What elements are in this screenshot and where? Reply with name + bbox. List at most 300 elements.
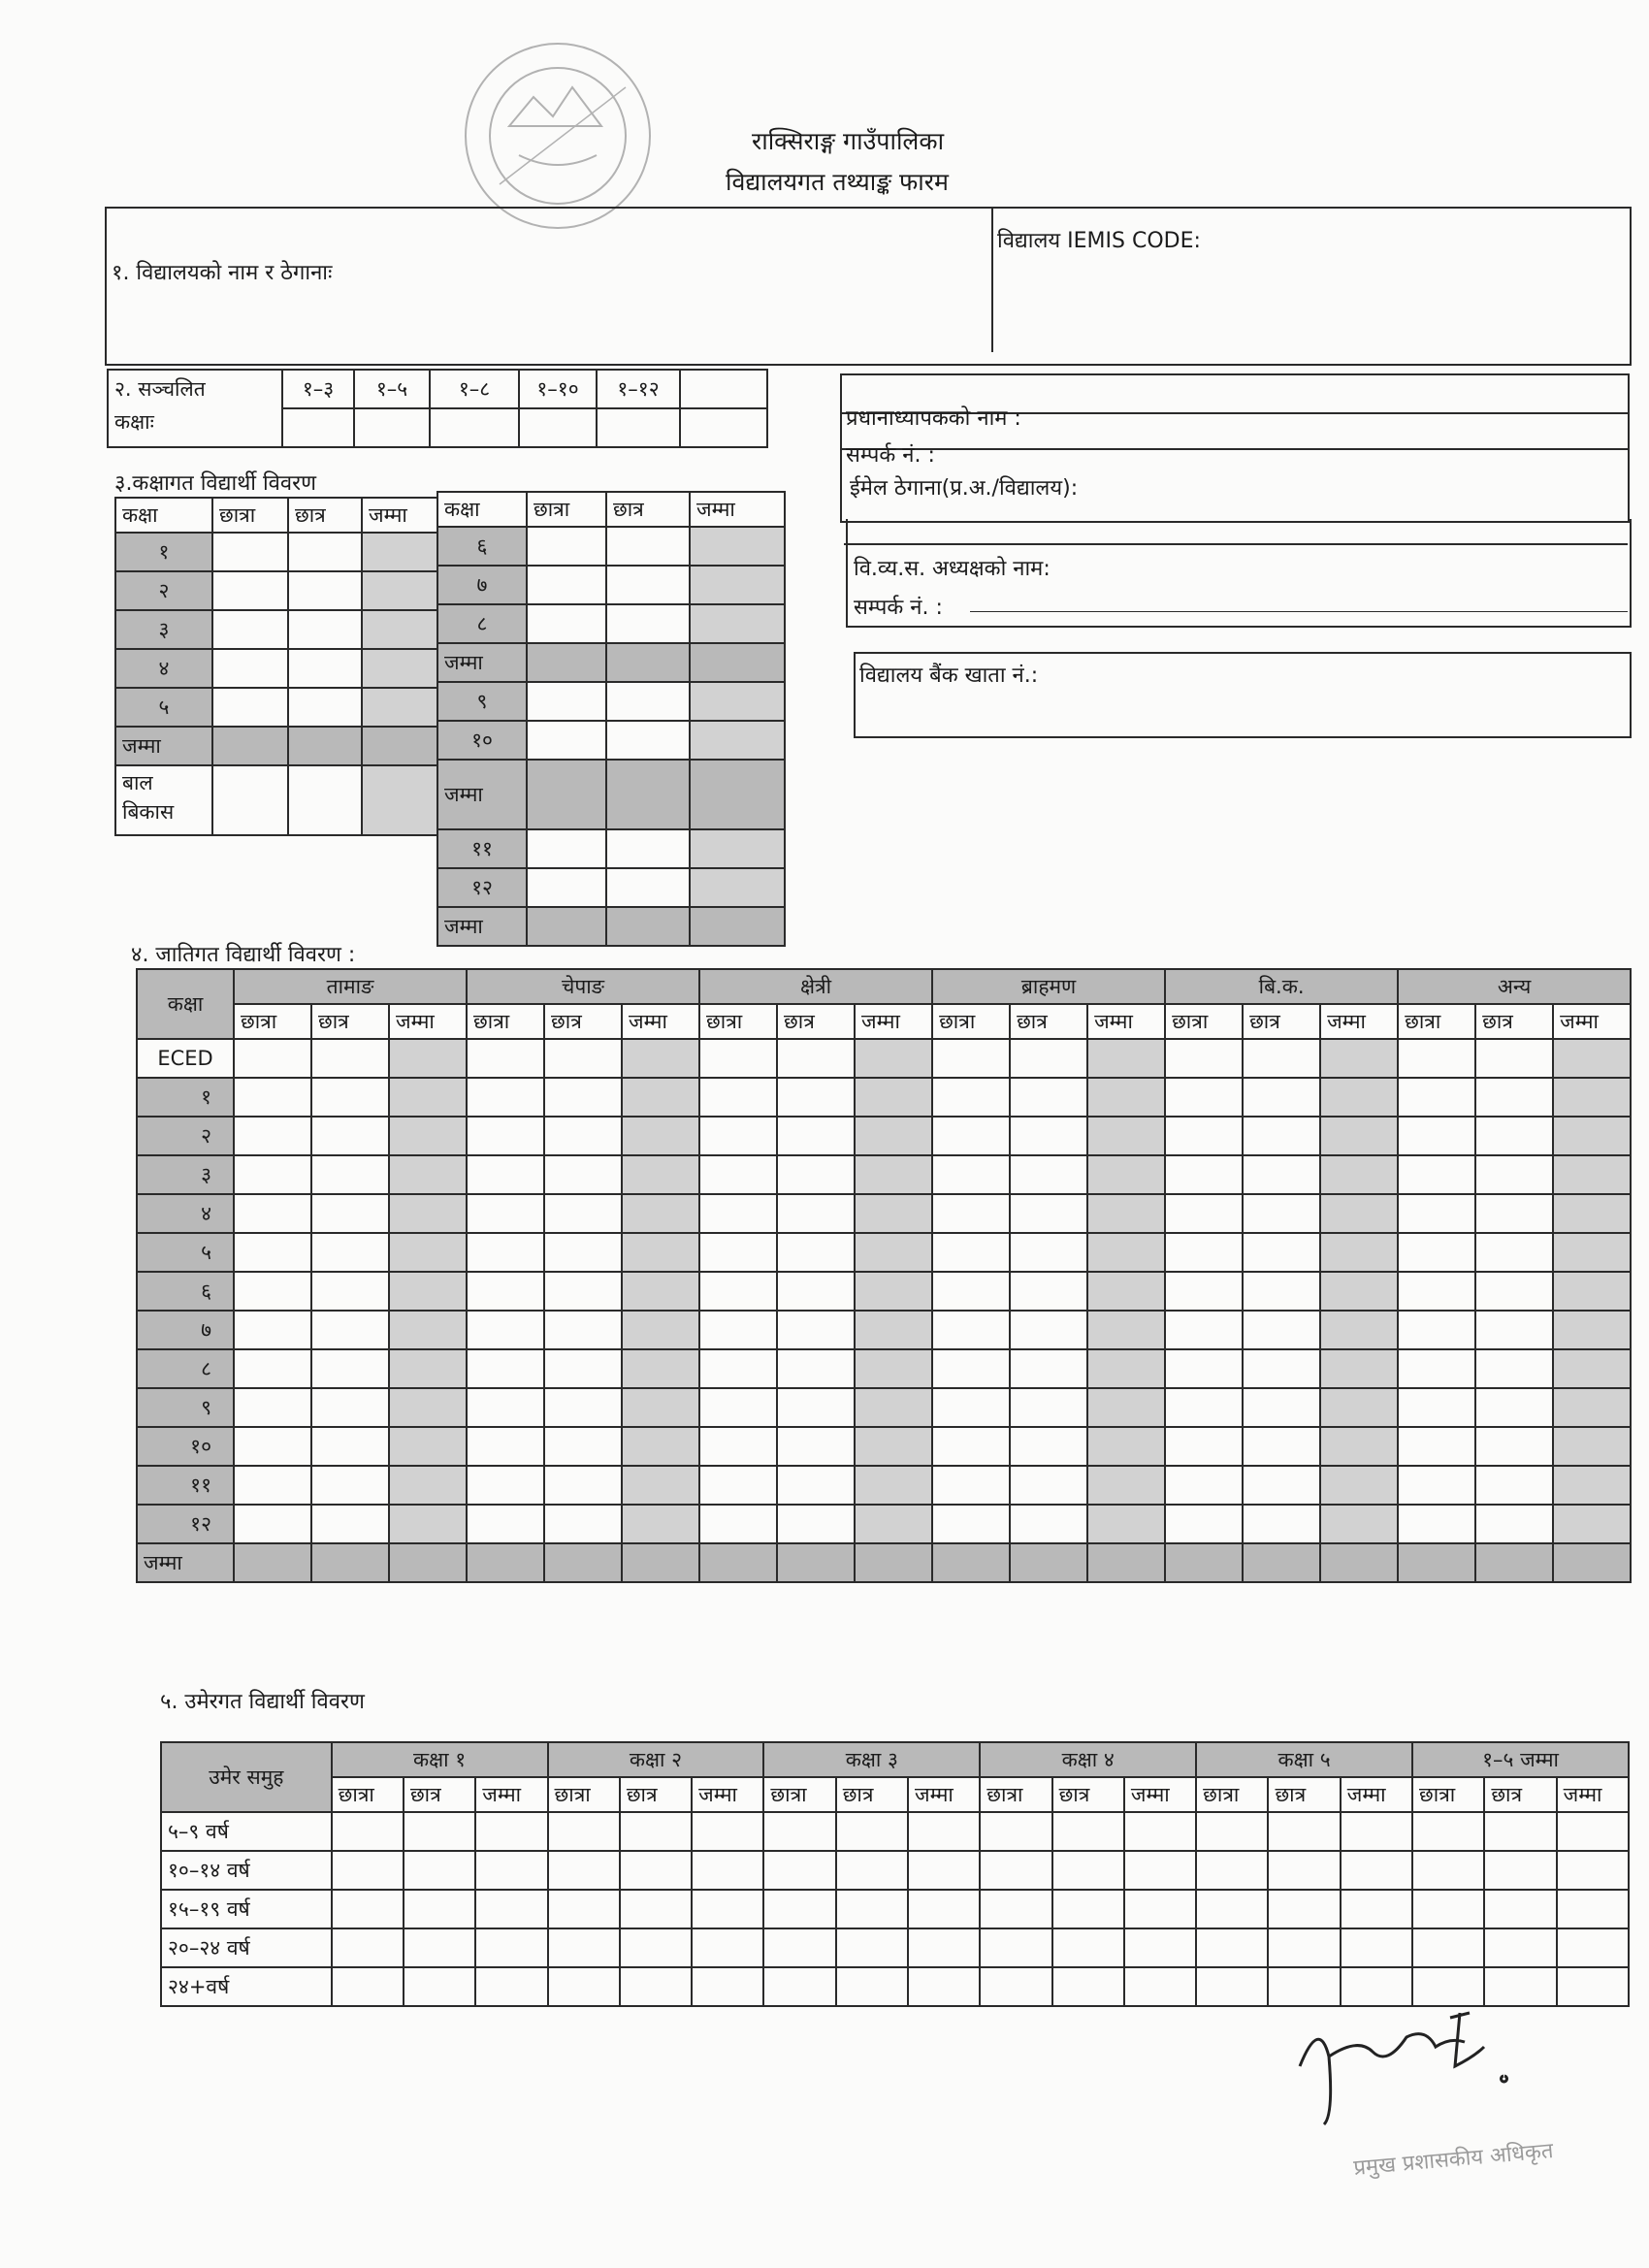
s4-cell[interactable]	[1553, 1117, 1631, 1155]
s4-cell[interactable]	[622, 1194, 699, 1233]
s4-cell[interactable]	[1475, 1388, 1553, 1427]
grade-check-1[interactable]	[282, 408, 354, 447]
s4-cell[interactable]	[1320, 1117, 1398, 1155]
s3-cell[interactable]	[527, 907, 606, 946]
s5-cell[interactable]	[404, 1967, 475, 2006]
s5-cell[interactable]	[692, 1890, 763, 1928]
s3-cell[interactable]	[212, 765, 288, 835]
s4-cell[interactable]	[467, 1039, 544, 1078]
s4-cell[interactable]	[1398, 1117, 1475, 1155]
s4-cell[interactable]	[855, 1078, 932, 1117]
s4-cell[interactable]	[1087, 1349, 1165, 1388]
s4-cell[interactable]	[1553, 1466, 1631, 1505]
s4-cell[interactable]	[699, 1427, 777, 1466]
s4-cell[interactable]	[777, 1233, 855, 1272]
s3-cell[interactable]	[288, 571, 362, 610]
s5-cell[interactable]	[1484, 1812, 1556, 1851]
s3-cell[interactable]	[527, 527, 606, 566]
s4-cell[interactable]	[1243, 1427, 1320, 1466]
s3-cell[interactable]	[690, 604, 785, 643]
s5-cell[interactable]	[475, 1928, 547, 1967]
s4-cell[interactable]	[1010, 1427, 1087, 1466]
s3-cell[interactable]	[606, 721, 690, 760]
s4-cell[interactable]	[234, 1117, 311, 1155]
s5-cell[interactable]	[475, 1812, 547, 1851]
s4-cell[interactable]	[1475, 1078, 1553, 1117]
s4-cell[interactable]	[1087, 1233, 1165, 1272]
s4-cell[interactable]	[1243, 1349, 1320, 1388]
s4-total-cell[interactable]	[622, 1543, 699, 1582]
s4-cell[interactable]	[1320, 1349, 1398, 1388]
s4-cell[interactable]	[234, 1466, 311, 1505]
s4-cell[interactable]	[1087, 1194, 1165, 1233]
s4-total-cell[interactable]	[389, 1543, 467, 1582]
s5-cell[interactable]	[1196, 1967, 1268, 2006]
s4-cell[interactable]	[1243, 1155, 1320, 1194]
s4-cell[interactable]	[1553, 1078, 1631, 1117]
s4-cell[interactable]	[311, 1155, 389, 1194]
s4-cell[interactable]	[311, 1349, 389, 1388]
s3-cell[interactable]	[690, 907, 785, 946]
s4-cell[interactable]	[932, 1427, 1010, 1466]
s3-cell[interactable]	[527, 868, 606, 907]
s5-cell[interactable]	[980, 1812, 1051, 1851]
grade-check-3[interactable]	[430, 408, 519, 447]
s5-cell[interactable]	[1557, 1812, 1629, 1851]
s4-cell[interactable]	[1320, 1427, 1398, 1466]
s4-cell[interactable]	[855, 1039, 932, 1078]
s5-cell[interactable]	[620, 1928, 692, 1967]
s4-cell[interactable]	[467, 1272, 544, 1311]
s4-cell[interactable]	[622, 1039, 699, 1078]
s5-cell[interactable]	[1124, 1812, 1196, 1851]
s3-cell[interactable]	[288, 727, 362, 765]
grade-check-2[interactable]	[354, 408, 430, 447]
s4-cell[interactable]	[1320, 1155, 1398, 1194]
s4-total-cell[interactable]	[467, 1543, 544, 1582]
s5-cell[interactable]	[980, 1851, 1051, 1890]
s4-cell[interactable]	[1165, 1388, 1243, 1427]
s4-cell[interactable]	[932, 1311, 1010, 1349]
s4-cell[interactable]	[1398, 1272, 1475, 1311]
s3-cell[interactable]	[606, 643, 690, 682]
s4-cell[interactable]	[1243, 1117, 1320, 1155]
s3-cell[interactable]	[606, 604, 690, 643]
s4-cell[interactable]	[1243, 1505, 1320, 1543]
s4-cell[interactable]	[932, 1155, 1010, 1194]
s4-cell[interactable]	[1243, 1272, 1320, 1311]
s4-cell[interactable]	[311, 1505, 389, 1543]
s3-cell[interactable]	[362, 610, 437, 649]
s5-cell[interactable]	[332, 1928, 404, 1967]
s4-cell[interactable]	[932, 1233, 1010, 1272]
s4-cell[interactable]	[1165, 1194, 1243, 1233]
s4-cell[interactable]	[1087, 1427, 1165, 1466]
s5-cell[interactable]	[1268, 1812, 1340, 1851]
s5-cell[interactable]	[1412, 1851, 1484, 1890]
s4-cell[interactable]	[622, 1311, 699, 1349]
s3-cell[interactable]	[606, 682, 690, 721]
s3-cell[interactable]	[606, 868, 690, 907]
s4-cell[interactable]	[699, 1155, 777, 1194]
s5-cell[interactable]	[548, 1812, 620, 1851]
s5-cell[interactable]	[1052, 1967, 1124, 2006]
s5-cell[interactable]	[1196, 1812, 1268, 1851]
s5-cell[interactable]	[404, 1890, 475, 1928]
s4-cell[interactable]	[1165, 1117, 1243, 1155]
s5-cell[interactable]	[1124, 1851, 1196, 1890]
s4-cell[interactable]	[1320, 1311, 1398, 1349]
s3-cell[interactable]	[690, 721, 785, 760]
s4-cell[interactable]	[1553, 1272, 1631, 1311]
s3-cell[interactable]	[362, 571, 437, 610]
s4-cell[interactable]	[855, 1117, 932, 1155]
s4-total-cell[interactable]	[311, 1543, 389, 1582]
s4-total-cell[interactable]	[234, 1543, 311, 1582]
s5-cell[interactable]	[692, 1851, 763, 1890]
s4-cell[interactable]	[234, 1349, 311, 1388]
s3-cell[interactable]	[288, 688, 362, 727]
s4-cell[interactable]	[234, 1427, 311, 1466]
s4-cell[interactable]	[1398, 1466, 1475, 1505]
s4-cell[interactable]	[1553, 1233, 1631, 1272]
s4-cell[interactable]	[1553, 1311, 1631, 1349]
s5-cell[interactable]	[1557, 1851, 1629, 1890]
s5-cell[interactable]	[908, 1890, 980, 1928]
s4-cell[interactable]	[1553, 1349, 1631, 1388]
s4-cell[interactable]	[544, 1233, 622, 1272]
s5-cell[interactable]	[980, 1967, 1051, 2006]
s5-cell[interactable]	[620, 1812, 692, 1851]
s4-total-cell[interactable]	[1398, 1543, 1475, 1582]
s5-cell[interactable]	[1412, 1928, 1484, 1967]
s5-cell[interactable]	[908, 1928, 980, 1967]
s5-cell[interactable]	[404, 1928, 475, 1967]
s4-cell[interactable]	[932, 1272, 1010, 1311]
s3-cell[interactable]	[212, 610, 288, 649]
s5-cell[interactable]	[1124, 1890, 1196, 1928]
s4-cell[interactable]	[1398, 1427, 1475, 1466]
s4-cell[interactable]	[311, 1311, 389, 1349]
s3-cell[interactable]	[606, 527, 690, 566]
s4-total-cell[interactable]	[1243, 1543, 1320, 1582]
s5-cell[interactable]	[1412, 1890, 1484, 1928]
s4-cell[interactable]	[1320, 1505, 1398, 1543]
s3-cell[interactable]	[690, 682, 785, 721]
s4-cell[interactable]	[1320, 1078, 1398, 1117]
s4-cell[interactable]	[234, 1311, 311, 1349]
s5-cell[interactable]	[620, 1851, 692, 1890]
s5-cell[interactable]	[692, 1928, 763, 1967]
s3-cell[interactable]	[362, 649, 437, 688]
s5-cell[interactable]	[908, 1812, 980, 1851]
s4-cell[interactable]	[855, 1349, 932, 1388]
s4-cell[interactable]	[544, 1039, 622, 1078]
s5-cell[interactable]	[836, 1890, 908, 1928]
s4-cell[interactable]	[855, 1466, 932, 1505]
s3-cell[interactable]	[288, 649, 362, 688]
s4-cell[interactable]	[544, 1117, 622, 1155]
s4-cell[interactable]	[467, 1194, 544, 1233]
s4-cell[interactable]	[1087, 1117, 1165, 1155]
s4-cell[interactable]	[622, 1349, 699, 1388]
s4-total-cell[interactable]	[1087, 1543, 1165, 1582]
s4-cell[interactable]	[1010, 1272, 1087, 1311]
s4-cell[interactable]	[467, 1349, 544, 1388]
s5-cell[interactable]	[404, 1812, 475, 1851]
s4-cell[interactable]	[855, 1194, 932, 1233]
s3-cell[interactable]	[527, 566, 606, 604]
s5-cell[interactable]	[475, 1851, 547, 1890]
s4-cell[interactable]	[1243, 1388, 1320, 1427]
s5-cell[interactable]	[1124, 1928, 1196, 1967]
s4-cell[interactable]	[699, 1311, 777, 1349]
s4-cell[interactable]	[777, 1311, 855, 1349]
s4-cell[interactable]	[234, 1155, 311, 1194]
s4-cell[interactable]	[1010, 1194, 1087, 1233]
s4-cell[interactable]	[1087, 1155, 1165, 1194]
s5-cell[interactable]	[1412, 1812, 1484, 1851]
s3-cell[interactable]	[362, 533, 437, 571]
s4-cell[interactable]	[544, 1194, 622, 1233]
s5-cell[interactable]	[1196, 1851, 1268, 1890]
s4-cell[interactable]	[389, 1078, 467, 1117]
s3-cell[interactable]	[212, 533, 288, 571]
s5-cell[interactable]	[908, 1851, 980, 1890]
s3-cell[interactable]	[527, 760, 606, 829]
s4-cell[interactable]	[1398, 1155, 1475, 1194]
s4-cell[interactable]	[1475, 1233, 1553, 1272]
s4-cell[interactable]	[932, 1039, 1010, 1078]
s4-cell[interactable]	[699, 1349, 777, 1388]
s3-cell[interactable]	[606, 566, 690, 604]
s4-cell[interactable]	[311, 1039, 389, 1078]
s5-cell[interactable]	[620, 1890, 692, 1928]
s4-cell[interactable]	[1398, 1233, 1475, 1272]
s4-cell[interactable]	[1553, 1155, 1631, 1194]
s4-cell[interactable]	[1398, 1349, 1475, 1388]
s4-cell[interactable]	[777, 1349, 855, 1388]
s5-cell[interactable]	[1484, 1890, 1556, 1928]
s5-cell[interactable]	[692, 1812, 763, 1851]
s4-cell[interactable]	[311, 1388, 389, 1427]
s5-cell[interactable]	[548, 1967, 620, 2006]
s4-cell[interactable]	[777, 1466, 855, 1505]
s4-total-cell[interactable]	[544, 1543, 622, 1582]
s5-cell[interactable]	[763, 1890, 835, 1928]
s4-cell[interactable]	[544, 1349, 622, 1388]
s4-cell[interactable]	[467, 1388, 544, 1427]
s4-cell[interactable]	[234, 1194, 311, 1233]
s4-cell[interactable]	[777, 1194, 855, 1233]
s4-cell[interactable]	[1475, 1155, 1553, 1194]
s5-cell[interactable]	[1484, 1928, 1556, 1967]
s5-cell[interactable]	[1268, 1890, 1340, 1928]
s4-total-cell[interactable]	[855, 1543, 932, 1582]
s4-cell[interactable]	[699, 1505, 777, 1543]
s4-cell[interactable]	[1398, 1311, 1475, 1349]
s4-cell[interactable]	[234, 1505, 311, 1543]
s4-cell[interactable]	[1165, 1078, 1243, 1117]
s3-cell[interactable]	[527, 604, 606, 643]
s4-cell[interactable]	[932, 1349, 1010, 1388]
s4-cell[interactable]	[622, 1078, 699, 1117]
s4-cell[interactable]	[389, 1505, 467, 1543]
s3-cell[interactable]	[288, 533, 362, 571]
s4-cell[interactable]	[777, 1505, 855, 1543]
s4-cell[interactable]	[622, 1505, 699, 1543]
s5-cell[interactable]	[1341, 1812, 1412, 1851]
s3-cell[interactable]	[527, 829, 606, 868]
s5-cell[interactable]	[332, 1812, 404, 1851]
s5-cell[interactable]	[980, 1890, 1051, 1928]
s4-cell[interactable]	[311, 1078, 389, 1117]
s4-cell[interactable]	[622, 1155, 699, 1194]
s5-cell[interactable]	[763, 1812, 835, 1851]
s4-cell[interactable]	[467, 1427, 544, 1466]
s4-cell[interactable]	[234, 1078, 311, 1117]
s4-cell[interactable]	[1010, 1039, 1087, 1078]
s5-cell[interactable]	[1052, 1890, 1124, 1928]
s4-cell[interactable]	[932, 1388, 1010, 1427]
s5-cell[interactable]	[475, 1890, 547, 1928]
s4-cell[interactable]	[777, 1388, 855, 1427]
s3-cell[interactable]	[606, 760, 690, 829]
s3-cell[interactable]	[690, 868, 785, 907]
s4-cell[interactable]	[311, 1272, 389, 1311]
s4-cell[interactable]	[1553, 1505, 1631, 1543]
s4-cell[interactable]	[1398, 1505, 1475, 1543]
s4-cell[interactable]	[1010, 1155, 1087, 1194]
s4-cell[interactable]	[544, 1155, 622, 1194]
s5-cell[interactable]	[620, 1967, 692, 2006]
s4-cell[interactable]	[622, 1233, 699, 1272]
s3-cell[interactable]	[212, 571, 288, 610]
s4-cell[interactable]	[622, 1272, 699, 1311]
s5-cell[interactable]	[980, 1928, 1051, 1967]
s4-cell[interactable]	[1010, 1311, 1087, 1349]
s5-cell[interactable]	[836, 1851, 908, 1890]
s4-cell[interactable]	[1475, 1117, 1553, 1155]
s4-cell[interactable]	[1010, 1117, 1087, 1155]
s5-cell[interactable]	[836, 1928, 908, 1967]
s4-cell[interactable]	[389, 1155, 467, 1194]
s4-cell[interactable]	[1475, 1194, 1553, 1233]
s4-cell[interactable]	[544, 1311, 622, 1349]
s4-cell[interactable]	[855, 1233, 932, 1272]
s4-cell[interactable]	[1243, 1194, 1320, 1233]
s4-cell[interactable]	[1165, 1233, 1243, 1272]
s4-cell[interactable]	[1475, 1505, 1553, 1543]
s4-cell[interactable]	[855, 1155, 932, 1194]
s3-cell[interactable]	[212, 727, 288, 765]
s4-cell[interactable]	[1087, 1272, 1165, 1311]
s4-total-cell[interactable]	[1320, 1543, 1398, 1582]
s4-cell[interactable]	[699, 1272, 777, 1311]
s4-cell[interactable]	[855, 1272, 932, 1311]
s5-cell[interactable]	[1052, 1851, 1124, 1890]
s4-cell[interactable]	[1553, 1388, 1631, 1427]
s4-cell[interactable]	[1553, 1039, 1631, 1078]
s5-cell[interactable]	[1557, 1928, 1629, 1967]
s5-cell[interactable]	[908, 1967, 980, 2006]
s5-cell[interactable]	[1268, 1851, 1340, 1890]
s4-cell[interactable]	[1087, 1505, 1165, 1543]
s5-cell[interactable]	[332, 1890, 404, 1928]
s4-cell[interactable]	[932, 1117, 1010, 1155]
s3-cell[interactable]	[690, 760, 785, 829]
s4-cell[interactable]	[1010, 1349, 1087, 1388]
s5-cell[interactable]	[1341, 1851, 1412, 1890]
s5-cell[interactable]	[332, 1967, 404, 2006]
s3-cell[interactable]	[288, 765, 362, 835]
s5-cell[interactable]	[475, 1967, 547, 2006]
s4-cell[interactable]	[234, 1388, 311, 1427]
s4-cell[interactable]	[1087, 1078, 1165, 1117]
s5-cell[interactable]	[1341, 1890, 1412, 1928]
s4-cell[interactable]	[1243, 1466, 1320, 1505]
s3-cell[interactable]	[288, 610, 362, 649]
s4-cell[interactable]	[1010, 1233, 1087, 1272]
s4-cell[interactable]	[1165, 1427, 1243, 1466]
s4-cell[interactable]	[1010, 1505, 1087, 1543]
s4-cell[interactable]	[1320, 1233, 1398, 1272]
s3-cell[interactable]	[690, 527, 785, 566]
s4-cell[interactable]	[311, 1194, 389, 1233]
s4-cell[interactable]	[699, 1194, 777, 1233]
s3-cell[interactable]	[362, 765, 437, 835]
s4-cell[interactable]	[1165, 1505, 1243, 1543]
s4-total-cell[interactable]	[1475, 1543, 1553, 1582]
s4-cell[interactable]	[699, 1078, 777, 1117]
s4-cell[interactable]	[1087, 1039, 1165, 1078]
s4-cell[interactable]	[544, 1272, 622, 1311]
s5-cell[interactable]	[763, 1967, 835, 2006]
s4-cell[interactable]	[234, 1039, 311, 1078]
s4-cell[interactable]	[1553, 1427, 1631, 1466]
s4-cell[interactable]	[622, 1466, 699, 1505]
grade-check-4[interactable]	[519, 408, 597, 447]
s4-cell[interactable]	[544, 1078, 622, 1117]
s4-cell[interactable]	[699, 1233, 777, 1272]
s5-cell[interactable]	[1052, 1812, 1124, 1851]
s4-cell[interactable]	[467, 1155, 544, 1194]
s4-cell[interactable]	[699, 1388, 777, 1427]
s4-cell[interactable]	[1320, 1272, 1398, 1311]
s4-cell[interactable]	[544, 1505, 622, 1543]
s4-cell[interactable]	[234, 1233, 311, 1272]
s4-cell[interactable]	[622, 1388, 699, 1427]
s4-total-cell[interactable]	[1553, 1543, 1631, 1582]
s4-cell[interactable]	[855, 1505, 932, 1543]
s4-cell[interactable]	[1320, 1194, 1398, 1233]
s3-cell[interactable]	[362, 727, 437, 765]
s5-cell[interactable]	[404, 1851, 475, 1890]
s3-cell[interactable]	[527, 721, 606, 760]
s4-cell[interactable]	[1320, 1388, 1398, 1427]
s4-cell[interactable]	[1087, 1466, 1165, 1505]
s5-cell[interactable]	[1557, 1890, 1629, 1928]
s5-cell[interactable]	[1484, 1851, 1556, 1890]
s3-cell[interactable]	[527, 682, 606, 721]
s5-cell[interactable]	[1124, 1967, 1196, 2006]
s4-cell[interactable]	[1398, 1078, 1475, 1117]
s4-cell[interactable]	[699, 1039, 777, 1078]
s4-cell[interactable]	[389, 1466, 467, 1505]
s5-cell[interactable]	[548, 1928, 620, 1967]
s4-cell[interactable]	[1243, 1039, 1320, 1078]
s3-cell[interactable]	[212, 688, 288, 727]
